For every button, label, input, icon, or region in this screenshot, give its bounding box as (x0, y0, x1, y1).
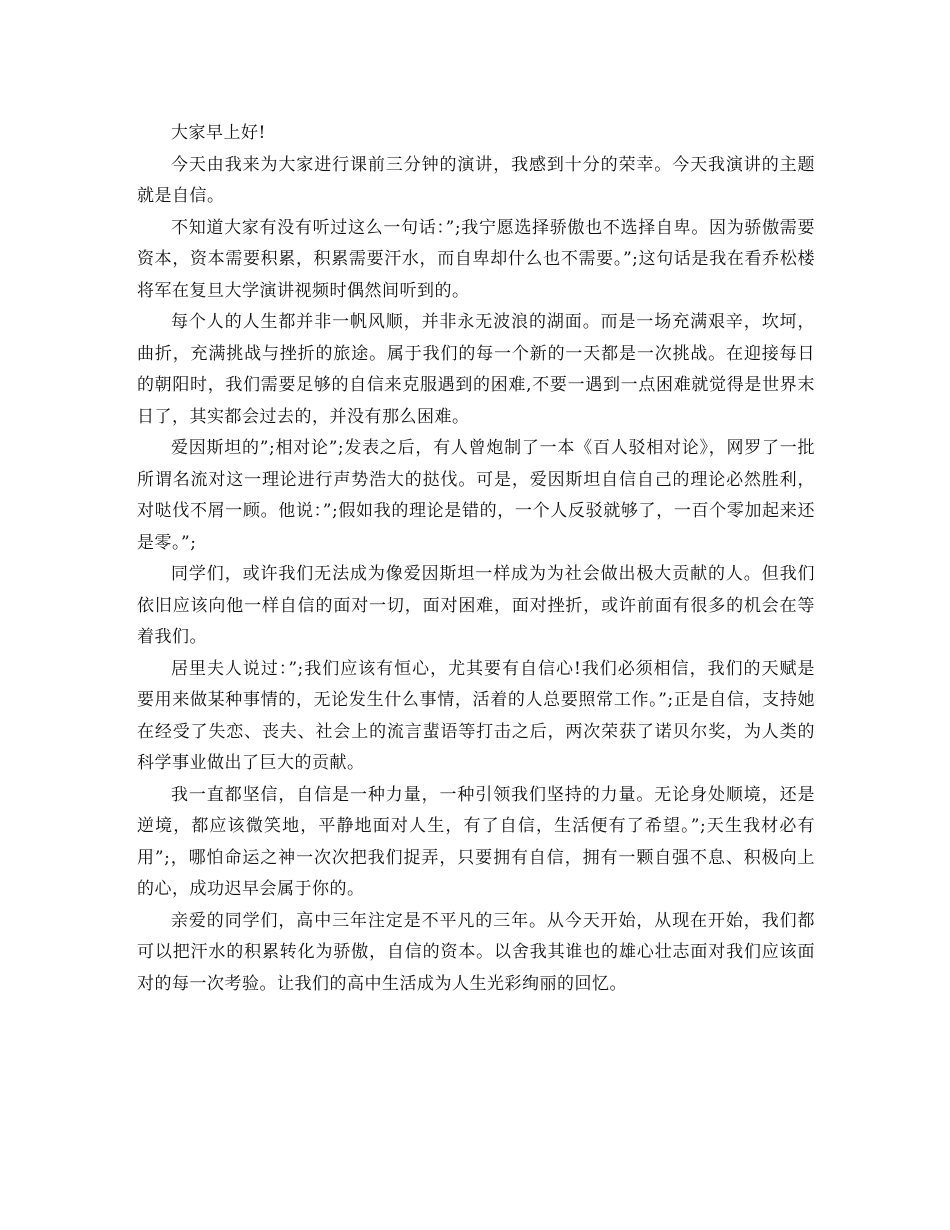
document-body (137, 118, 815, 1000)
paragraph-greeting: 大家早上好! (171, 123, 266, 143)
paragraph-einstein: 爱因斯坦的”;相对论”;发表之后，有人曾炮制了一本《百人驳相对论》，网罗了一批所谓名流对这一理论进行声势浩大的挞伐。可是，爱因斯坦自信自己的理论必然胜利，对哒伐不屑一顾。他说：”;假如我的理论是错的，一个人反驳就够了，一百个零加起来还是零。”; (137, 438, 815, 553)
paragraph-life-journey: 每个人的人生都并非一帆风顺，并非永无波浪的湖面。而是一场充满艰辛，坎坷，曲折，充满挑战与挫折的旅途。属于我们的每一个新的一天都是一次挑战。在迎接每日的朝阳时，我们需要足够的自信来克服遇到的困难,不要一遇到一点困难就觉得是世界末日了，其实都会过去的，并没有那么困难。 (137, 312, 815, 427)
paragraph-closing: 亲爱的同学们，高中三年注定是不平凡的三年。从今天开始，从现在开始，我们都可以把汗水的积累转化为骄傲，自信的资本。以舍我其谁也的雄心壮志面对我们应该面对的每一次考验。让我们的高中生活成为人生光彩绚丽的回忆。 (137, 910, 815, 994)
paragraph-quote-pride: 不知道大家有没有听过这么一句话：”;我宁愿选择骄傲也不选择自卑。因为骄傲需要资本，资本需要积累，积累需要汗水，而自卑却什么也不需要。”;这句话是我在看乔松楼将军在复旦大学演讲视频时偶然间听到的。 (137, 217, 815, 301)
paragraph-classmates: 同学们，或许我们无法成为像爱因斯坦一样成为为社会做出极大贡献的人。但我们依旧应该向他一样自信的面对一切，面对困难，面对挫折，或许前面有很多的机会在等着我们。 (137, 564, 815, 647)
paragraph-intro: 今天由我来为大家进行课前三分钟的演讲，我感到十分的荣幸。今天我演讲的主题就是自信。 (137, 154, 815, 206)
paragraph-confidence-power: 我一直都坚信，自信是一种力量，一种引领我们坚持的力量。无论身处顺境，还是逆境，都应该微笑地，平静地面对人生，有了自信，生活便有了希望。”;天生我材必有用”;，哪怕命运之神一次次把我们捉弄，只要拥有自信，拥有一颗自强不息、积极向上的心，成功迟早会属于你的。 (137, 784, 815, 899)
paragraph-curie: 居里夫人说过：”;我们应该有恒心，尤其要有自信心!我们必须相信，我们的天赋是要用来做某种事情的，无论发生什么事情，活着的人总要照常工作。”;正是自信，支持她在经受了失恋、丧夫、社会上的流言蜚语等打击之后，两次荣获了诺贝尔奖，为人类的科学事业做出了巨大的贡献。 (137, 658, 815, 773)
